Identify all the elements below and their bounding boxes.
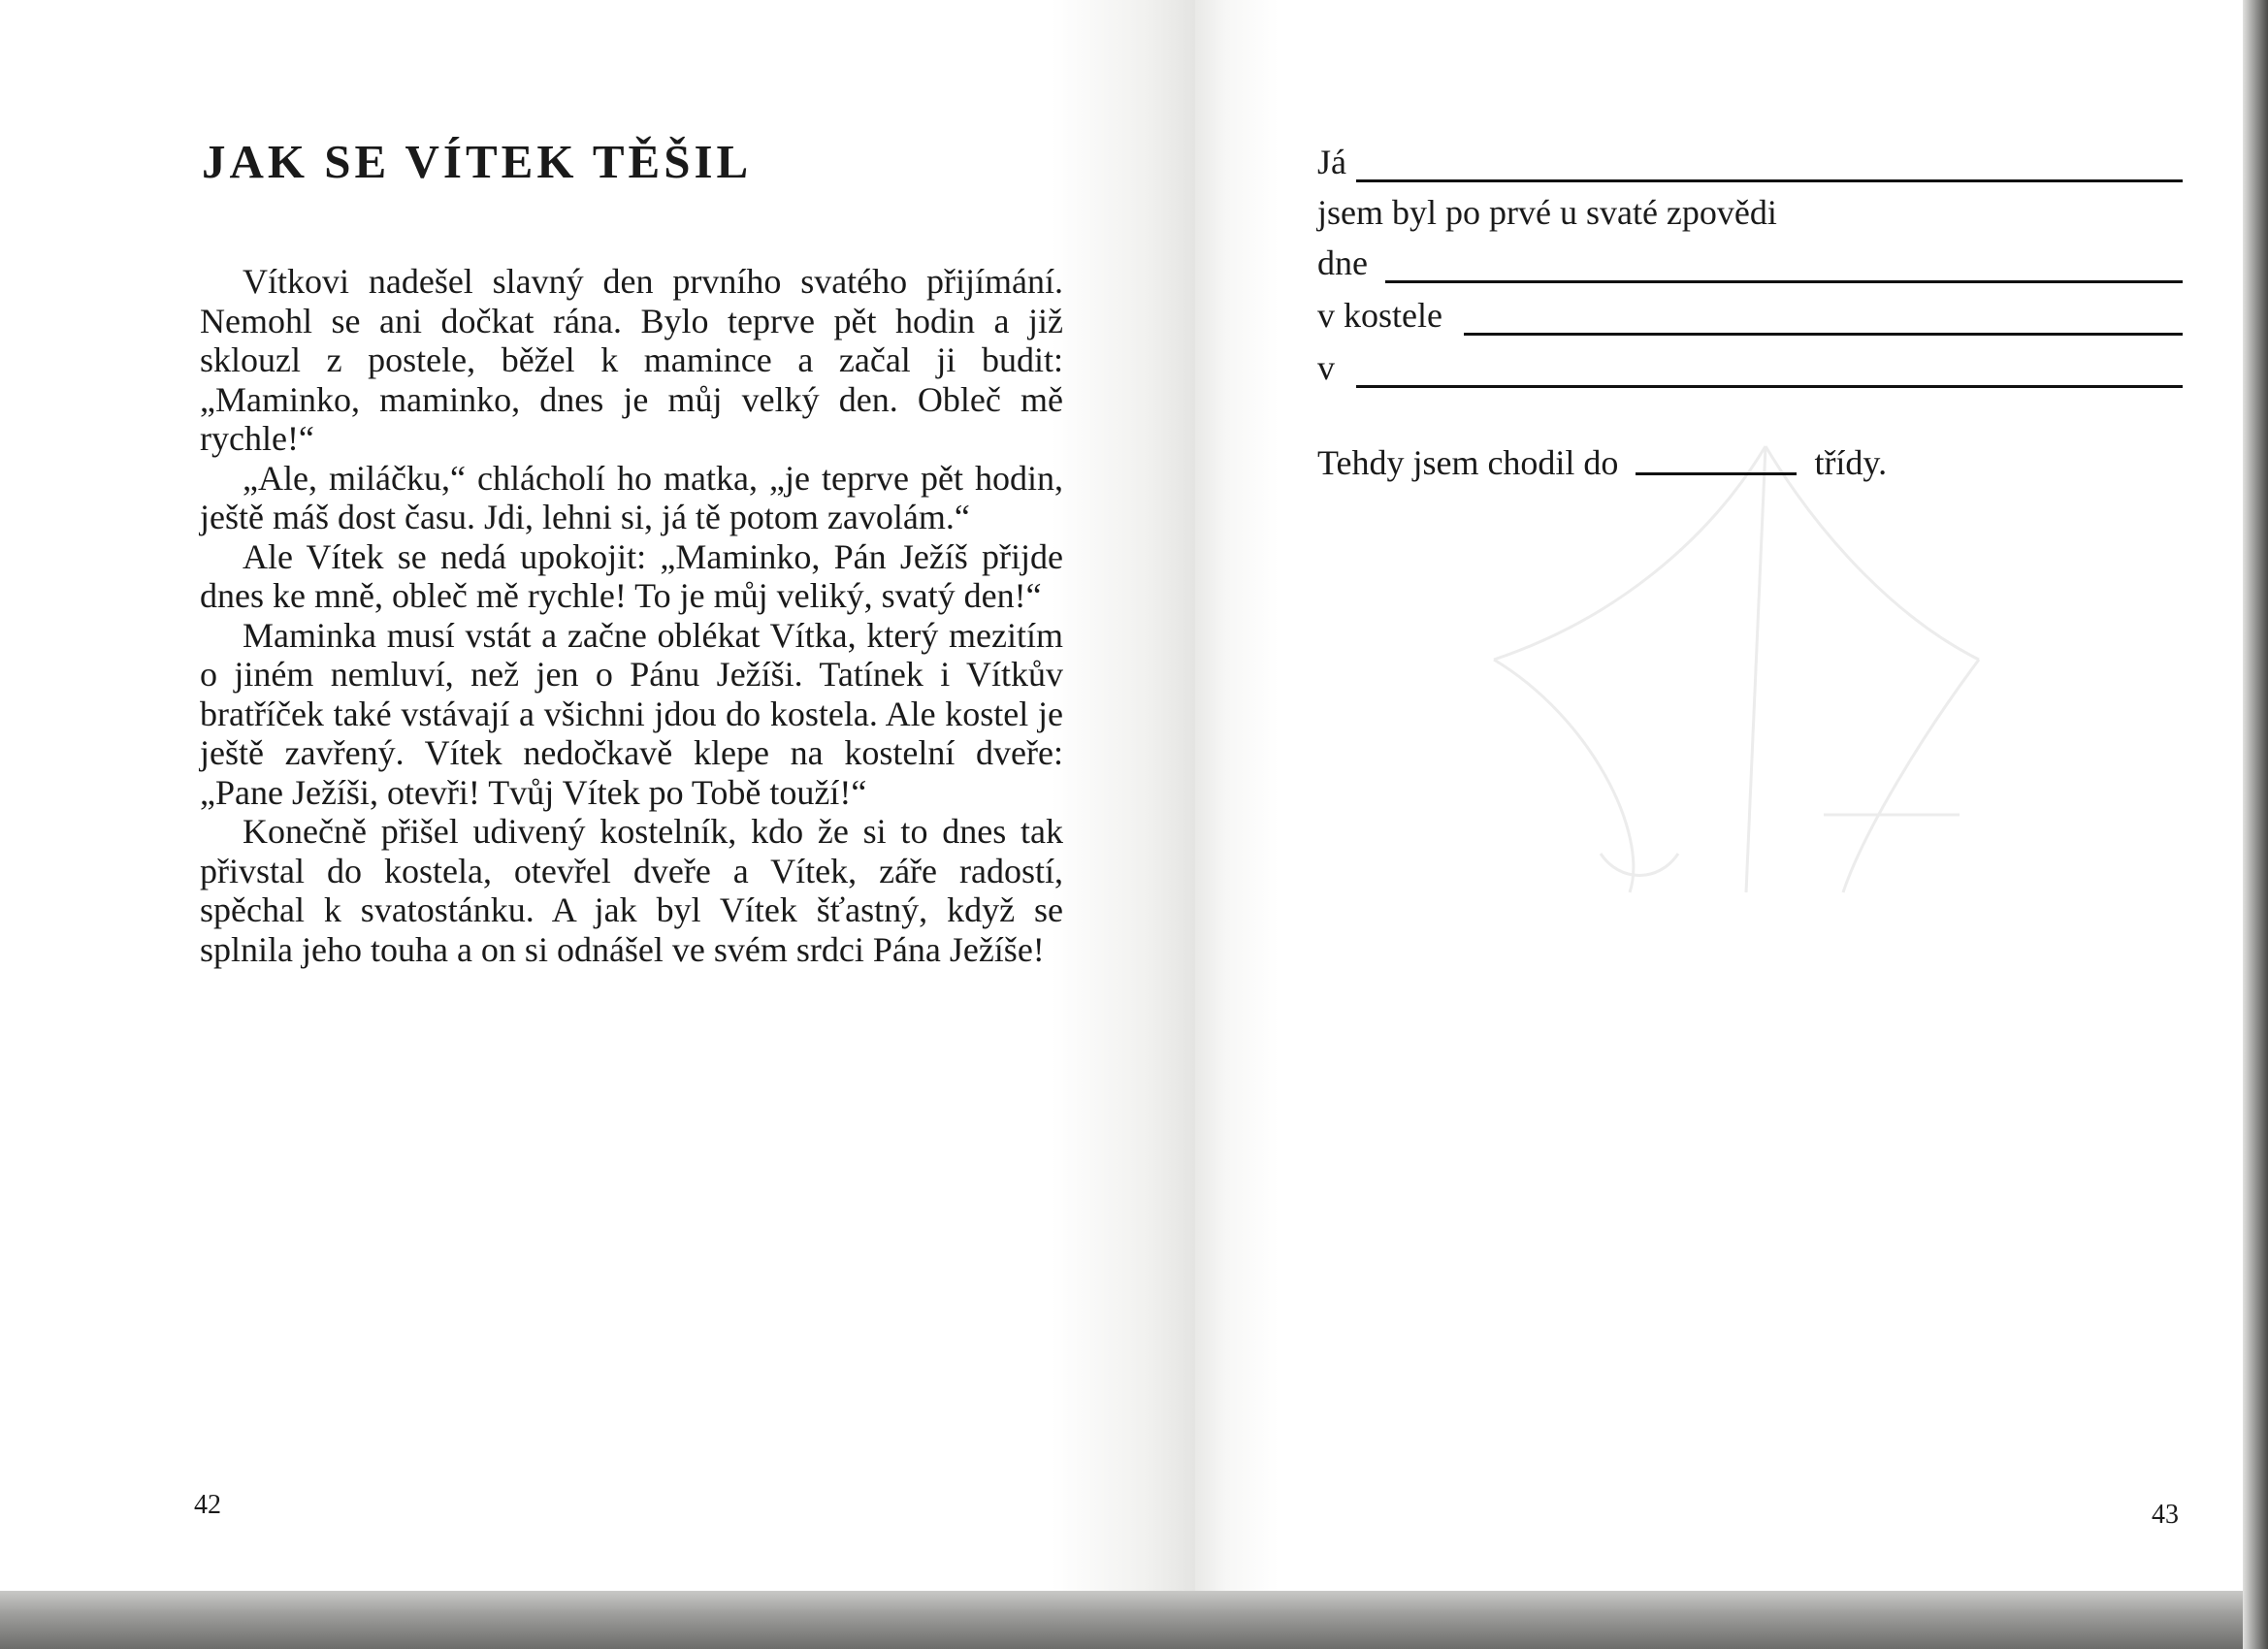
right-edge-shadow bbox=[2243, 0, 2268, 1649]
form-row-grade bbox=[1317, 442, 1887, 483]
form-row-place bbox=[1317, 347, 2183, 388]
story-paragraph: „Ale, miláčku,“ chlácholí ho matka, „je teprve pět hodin, ještě máš dost času. Jdi, lehni si, já tě potom zavolám.“ bbox=[200, 458, 1063, 536]
story-paragraph: Maminka musí vstát a začne oblékat Vítka, který mezitím o jiném nemluví, než jen o Pánu Ježíši. Tatínek i Vítkův bratříček také vstávají a všichni jdou do kostela. Ale kostel je ještě zavřený. Vítek nedočkavě klepe na kostelní dveře: „Pane Ježíši, otevři! Tvůj Vítek po Tobě touží!“ bbox=[200, 615, 1063, 812]
story-text bbox=[200, 262, 1063, 969]
name-blank-line[interactable] bbox=[1356, 152, 2183, 182]
grade-prefix: Tehdy jsem chodil do bbox=[1317, 443, 1619, 482]
faint-sketch-illustration bbox=[1455, 427, 1998, 931]
grade-blank-line[interactable] bbox=[1636, 472, 1797, 475]
church-label: v kostele bbox=[1317, 296, 1442, 335]
form-row-statement bbox=[1317, 192, 1777, 233]
form-row-church bbox=[1317, 295, 2183, 336]
page-number-left: 42 bbox=[194, 1490, 221, 1520]
statement-text: jsem byl po prvé u svaté zpovědi bbox=[1317, 193, 1777, 232]
form-row-date bbox=[1317, 242, 2183, 283]
story-paragraph: Konečně přišel udivený kostelník, kdo že si to dnes tak přivstal do kostela, otevřel dveře a Vítek, záře radostí, spěchal k svatostánku. A jak byl Vítek šťastný, když se splnila jeho touha a on si odnášel ve svém srdci Pána Ježíše! bbox=[200, 812, 1063, 969]
page-number-right: 43 bbox=[2152, 1500, 2179, 1530]
place-blank-line[interactable] bbox=[1356, 358, 2183, 388]
date-blank-line[interactable] bbox=[1385, 253, 2183, 283]
place-label: v bbox=[1317, 348, 1335, 387]
story-title: JAK SE VÍTEK TĚŠIL bbox=[202, 135, 753, 188]
date-label: dne bbox=[1317, 243, 1368, 282]
story-paragraph: Ale Vítek se nedá upokojit: „Maminko, Pán Ježíš přijde dnes ke mně, obleč mě rychle! To je můj veliký, svatý den!“ bbox=[200, 536, 1063, 615]
church-blank-line[interactable] bbox=[1464, 306, 2183, 336]
form-row-name bbox=[1317, 142, 2183, 182]
bottom-shadow bbox=[0, 1591, 2268, 1649]
story-paragraph: Vítkovi nadešel slavný den prvního svatého přijímání. Nemohl se ani dočkat rána. Bylo teprve pět hodin a již sklouzl z postele, běžel k mamince a začal ji budit: „Maminko, maminko, dnes je můj velký den. Obleč mě rychle!“ bbox=[200, 262, 1063, 458]
grade-suffix: třídy. bbox=[1814, 443, 1888, 482]
name-label: Já bbox=[1317, 143, 1346, 181]
